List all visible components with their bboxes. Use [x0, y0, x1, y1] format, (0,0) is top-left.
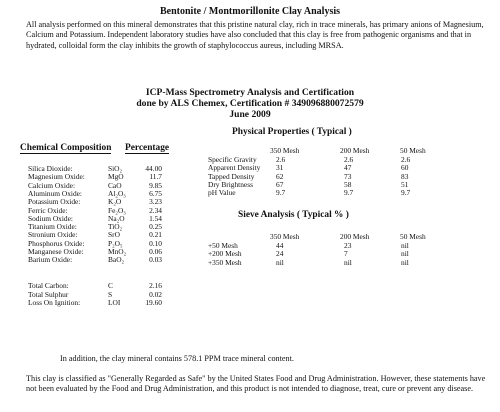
physical-properties-heading: Physical Properties ( Typical ): [232, 127, 352, 137]
chem-name: Barium Oxide:: [28, 255, 73, 265]
trace-mineral-note: In addition, the clay mineral contains 578.1 PPM trace mineral content.: [60, 354, 294, 363]
physical-name: Apparent Density: [208, 163, 261, 173]
percentage-heading: Percentage: [125, 143, 170, 153]
physical-value: 67: [276, 179, 284, 189]
physical-value: 47: [344, 163, 352, 173]
gras-disclaimer: This clay is classified as "Generally Regarded as Safe" by the United States Food and Drug Administration. However, these statements have not been evaluated by the Food and Drug Administration, and this product is not intended to diagnose, treat, cure or prevent any disease.: [26, 374, 486, 394]
physical-value: 73: [344, 171, 352, 181]
sieve-value: nil: [276, 257, 284, 267]
chem-value: 0.06: [149, 247, 162, 256]
sieve-value: 44: [276, 241, 284, 250]
chem-value: 9.85: [149, 180, 162, 190]
chem-value: 3.23: [149, 197, 162, 207]
icp-certification-block: [0, 87, 500, 121]
icp-line: done by ALS Chemex, Certification # 349096880072579: [136, 98, 364, 110]
chem-formula: SrO: [108, 230, 120, 240]
total-formula: C: [108, 281, 113, 290]
intro-paragraph: All analysis performed on this mineral demonstrates that this pristine natural clay, rich in trace minerals, has primary anions of Magnesium, Calcium and Potassium. Independent laboratory studies have also concluded that this clay is free from pathogenic organisms and that in hydrated, colloidal form the clay inhibits the growth of staphylococcus aureus, including MRSA.: [26, 20, 484, 50]
total-value: 2.16: [149, 281, 162, 290]
chem-name: Stronium Oxide:: [28, 230, 78, 240]
sieve-value: 24: [276, 249, 284, 259]
sieve-value: nil: [401, 257, 409, 267]
physical-value: 2.6: [276, 155, 286, 164]
chem-value: 11.7: [149, 172, 162, 182]
physical-value: 83: [401, 171, 409, 181]
physical-value: 62: [276, 171, 284, 181]
sieve-value: 23: [344, 241, 352, 250]
physical-value: 2.6: [401, 155, 411, 164]
chem-value: 1.54: [149, 213, 162, 223]
sieve-value: nil: [401, 249, 409, 259]
physical-column-header: 50 Mesh: [400, 146, 426, 155]
chem-value: 0.10: [149, 238, 162, 248]
physical-value: 60: [401, 163, 409, 173]
chem-formula: TiO₂: [108, 222, 123, 232]
chem-name: Calcium Oxide:: [28, 180, 76, 190]
chem-formula: SiO₂: [108, 164, 123, 173]
total-name: Loss On Ignition:: [28, 298, 81, 307]
sieve-name: +350 Mesh: [208, 257, 242, 267]
total-value: 0.02: [149, 289, 162, 299]
chem-formula: Na₂O: [108, 213, 125, 223]
chem-name: Silica Dioxide:: [28, 164, 73, 173]
chem-formula: BaO₂: [108, 255, 125, 265]
physical-value: 2.6: [344, 155, 354, 164]
chem-value: 0.21: [149, 230, 162, 240]
chem-name: Ferric Oxide:: [28, 205, 68, 215]
chem-formula: P₂O₅: [108, 238, 123, 248]
chem-formula: Al₂O₃: [108, 188, 126, 198]
chem-name: Magnesium Oxide:: [28, 172, 85, 182]
chem-value: 2.34: [149, 205, 162, 215]
physical-name: Tapped Density: [208, 171, 255, 181]
icp-line: ICP-Mass Spectrometry Analysis and Certification: [145, 87, 355, 98]
physical-value: 31: [276, 163, 284, 173]
sieve-value: nil: [344, 257, 352, 267]
chem-name: Manganese Oxide:: [28, 247, 84, 256]
physical-value: 58: [344, 179, 352, 189]
chem-formula: MgO: [108, 172, 124, 182]
total-name: Total Sulphur: [28, 289, 69, 299]
physical-name: pH Value: [208, 188, 236, 198]
physical-name: Specific Gravity: [208, 155, 257, 164]
chem-name: Aluminum Oxide:: [28, 188, 82, 198]
sieve-value: nil: [401, 241, 409, 250]
sieve-column-header: 50 Mesh: [400, 232, 426, 241]
chem-formula: Fe₂O₃: [108, 205, 126, 215]
chem-formula: CaO: [108, 180, 122, 190]
physical-value: 9.7: [276, 188, 286, 198]
sieve-analysis-heading: Sieve Analysis ( Typical % ): [238, 210, 349, 220]
physical-column-header: 350 Mesh: [270, 146, 300, 155]
total-formula: S: [108, 289, 113, 299]
chem-formula: K₂O: [108, 197, 122, 207]
chem-name: Titanium Oxide:: [28, 222, 77, 232]
total-name: Total Carbon:: [28, 281, 69, 290]
physical-column-header: 200 Mesh: [340, 146, 370, 155]
sieve-column-header: 200 Mesh: [340, 232, 370, 241]
sieve-value: 7: [344, 249, 348, 259]
chem-name: Sodium Oxide:: [28, 213, 73, 223]
chem-name: Phosphorus Oxide:: [28, 238, 85, 248]
total-value: 19.60: [145, 298, 162, 307]
icp-line: June 2009: [229, 109, 271, 121]
physical-name: Dry Brightness: [208, 179, 253, 189]
chemical-composition-heading: Chemical Composition: [20, 143, 112, 153]
chem-value: 0.25: [149, 222, 162, 232]
physical-value: 51: [401, 179, 409, 189]
sieve-name: +200 Mesh: [208, 249, 242, 259]
physical-value: 9.7: [344, 188, 354, 198]
physical-value: 9.7: [401, 188, 411, 198]
chem-name: Potassium Oxide:: [28, 197, 81, 207]
chem-value: 44.00: [145, 164, 162, 173]
sieve-name: +50 Mesh: [208, 241, 238, 250]
sieve-column-header: 350 Mesh: [270, 232, 300, 241]
chem-value: 6.75: [149, 188, 162, 198]
chem-value: 0.03: [149, 255, 162, 265]
chem-formula: MnO₂: [108, 247, 127, 256]
total-formula: LOI: [108, 298, 121, 307]
document-title: Bentonite / Montmorillonite Clay Analysis: [160, 6, 340, 17]
